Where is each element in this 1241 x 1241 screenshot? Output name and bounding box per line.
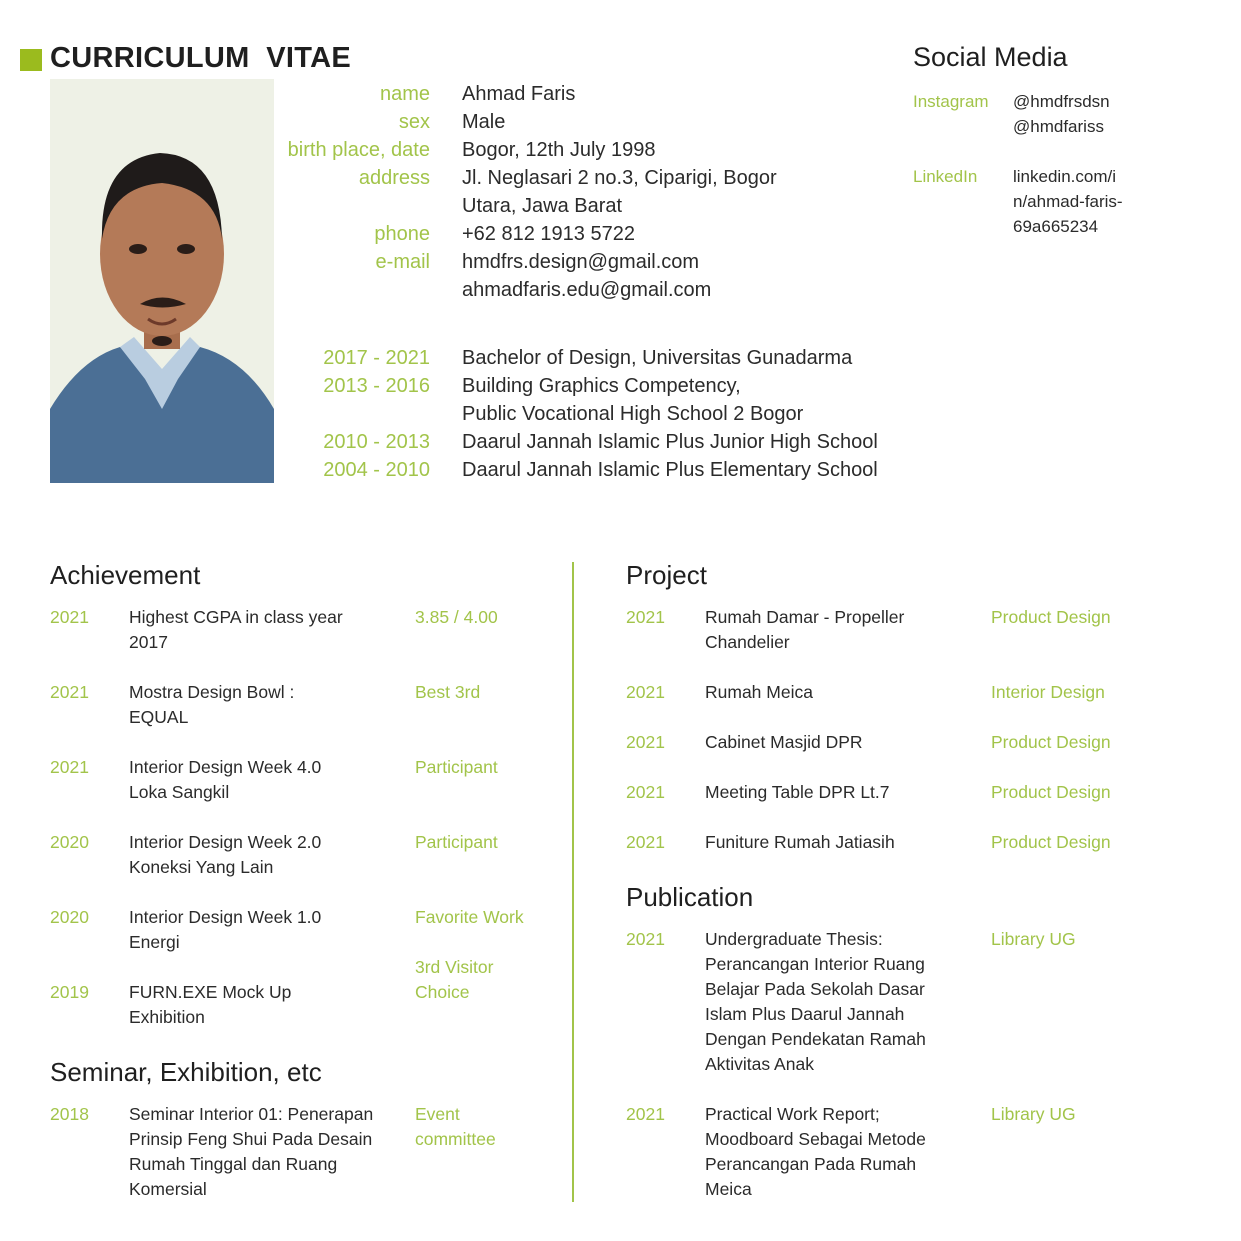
item-tag: Participant [415,832,498,852]
project-item [626,830,1111,855]
portrait-illustration [50,79,274,483]
item-tag: Product Design [991,732,1111,752]
item-year: 2020 [50,907,89,927]
item-year: 2021 [626,929,665,949]
item-tag: Library UG [991,1104,1076,1124]
page-title: CURRICULUM VITAE [50,42,351,74]
item-text: Mostra Design Bowl : EQUAL [129,682,295,727]
email-link[interactable]: hmdfrs.design@gmail.com [462,251,700,273]
info-value: Bogor, 12th July 1998 [462,139,656,161]
achievement-item [50,905,524,955]
achievement-item [50,755,498,805]
education-row [280,372,900,400]
info-label: e-mail [375,251,430,273]
item-tag: Participant [415,757,498,777]
education-row [280,456,900,484]
info-label: sex [398,111,430,133]
item-text: Rumah Damar - Propeller Chandelier [705,607,905,652]
info-row [280,108,900,136]
publication-heading: Publication [626,882,754,912]
project-item [626,730,1111,755]
social-media-list [913,89,1128,264]
achievement-item [50,830,498,880]
info-value: Jl. Neglasari 2 no.3, Ciparigi, Bogor [462,167,777,189]
info-label: address [358,167,430,189]
info-row [280,164,900,192]
item-year: 2021 [626,782,665,802]
achievement-item [50,680,481,730]
item-year: 2021 [626,607,665,627]
info-row [280,220,900,248]
item-tag: Interior Design [991,682,1105,702]
social-media-heading: Social Media [913,42,1068,72]
item-tag: Product Design [991,607,1111,627]
social-row-instagram [913,89,1128,139]
project-item [626,680,1105,705]
education-text: Public Vocational High School 2 Bogor [462,403,804,425]
info-value: Male [462,111,506,133]
education-row [280,344,900,372]
title-square-icon [20,49,42,71]
education-text: Daarul Jannah Islamic Plus Elementary School [462,459,878,481]
education-text: Building Graphics Competency, [462,375,741,397]
personal-info [280,80,900,304]
info-label [280,192,430,220]
instagram-handle[interactable]: @hmdfariss [1013,117,1104,136]
item-year: 2019 [50,982,89,1002]
info-label: name [379,83,430,105]
item-year: 2021 [50,607,89,627]
info-value: Ahmad Faris [462,83,576,105]
seminar-item [50,1102,496,1202]
item-text: FURN.EXE Mock Up Exhibition [129,982,292,1027]
education-text: Daarul Jannah Islamic Plus Junior High School [462,431,878,453]
info-row [280,276,900,304]
item-year: 2021 [50,682,89,702]
info-row [280,136,900,164]
info-value: +62 812 1913 5722 [462,223,635,245]
email-link[interactable]: ahmadfaris.edu@gmail.com [462,279,712,301]
education-row [280,400,900,428]
profile-photo [50,79,274,483]
item-tag: 3rd Visitor Choice [415,957,494,1002]
item-year: 2021 [626,1104,665,1124]
info-row [280,248,900,276]
education-years: 2004 - 2010 [323,459,430,481]
info-label [280,276,430,304]
education-years: 2017 - 2021 [323,347,430,369]
item-year: 2018 [50,1104,89,1124]
item-tag: Product Design [991,782,1111,802]
item-year: 2021 [626,682,665,702]
education-row [280,428,900,456]
item-tag: Favorite Work [415,907,524,927]
education-years [280,400,430,428]
item-text: Interior Design Week 1.0 Energi [129,907,322,952]
education-years: 2010 - 2013 [323,431,430,453]
info-value: Utara, Jawa Barat [462,195,623,217]
linkedin-label: LinkedIn [913,167,978,186]
item-text: Meeting Table DPR Lt.7 [705,782,890,802]
info-label: phone [374,223,430,245]
project-heading: Project [626,560,707,590]
instagram-handles [1013,89,1128,139]
achievement-item [50,957,494,1030]
publication-item [626,927,1076,1077]
item-tag: Best 3rd [415,682,481,702]
item-text: Cabinet Masjid DPR [705,732,863,752]
linkedin-url[interactable]: linkedin.com/in/ahmad-faris-69a665234 [1013,167,1123,236]
column-divider [572,562,574,1202]
info-label: birth place, date [287,139,430,161]
instagram-handle[interactable]: @hmdfrsdsn [1013,92,1110,111]
item-text: Seminar Interior 01: Penerapan Prinsip Feng Shui Pada Desain Rumah Tinggal dan Ruang Komersial [129,1104,374,1199]
publication-item [626,1102,1076,1202]
project-item [626,780,1111,805]
item-tag: Event committee [415,1104,496,1149]
item-text: Highest CGPA in class year 2017 [129,607,343,652]
project-item [626,605,1111,655]
info-row [280,192,900,220]
item-text: Rumah Meica [705,682,813,702]
item-year: 2021 [626,832,665,852]
item-tag: 3.85 / 4.00 [415,607,498,627]
item-year: 2020 [50,832,89,852]
item-text: Interior Design Week 2.0 Koneksi Yang Lain [129,832,322,877]
item-tag: Library UG [991,929,1076,949]
seminar-heading: Seminar, Exhibition, etc [50,1057,322,1087]
achievement-heading: Achievement [50,560,201,590]
item-tag: Product Design [991,832,1111,852]
info-row [280,80,900,108]
item-text: Practical Work Report; Moodboard Sebagai Metode Perancangan Pada Rumah Meica [705,1104,926,1199]
item-text: Undergraduate Thesis: Perancangan Interior Ruang Belajar Pada Sekolah Dasar Islam Plus Daarul Jannah Dengan Pendekatan Ramah Aktivitas Anak [705,929,926,1074]
item-year: 2021 [626,732,665,752]
social-row-linkedin [913,164,1128,239]
education-years: 2013 - 2016 [323,375,430,397]
education-list [280,344,900,484]
instagram-label: Instagram [913,92,989,111]
achievement-item [50,605,498,655]
education-text: Bachelor of Design, Universitas Gunadarma [462,347,853,369]
item-text: Interior Design Week 4.0 Loka Sangkil [129,757,322,802]
item-year: 2021 [50,757,89,777]
item-text: Funiture Rumah Jatiasih [705,832,895,852]
